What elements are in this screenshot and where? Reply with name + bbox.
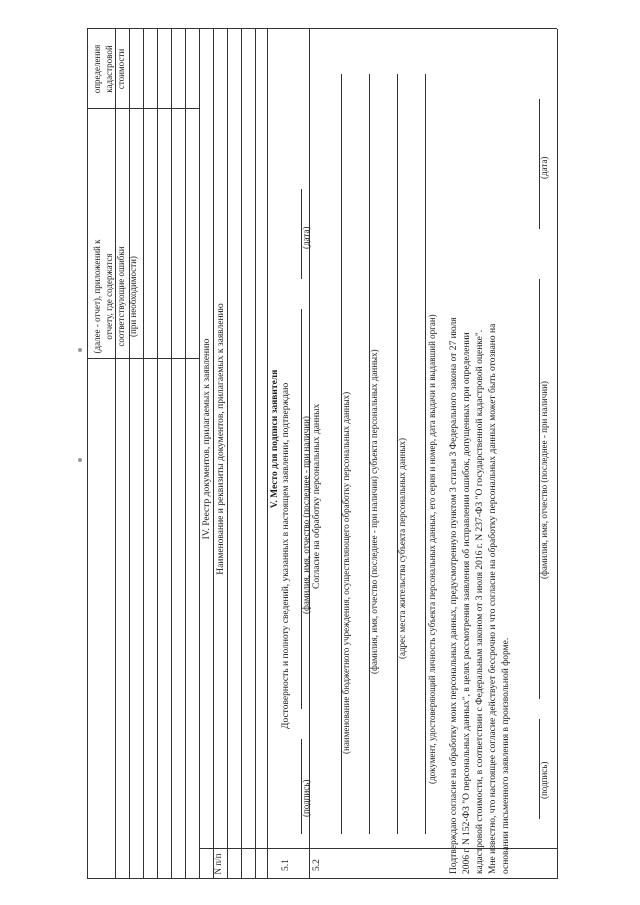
- document-line: [425, 74, 426, 834]
- table-border: [143, 29, 144, 879]
- table-border: [241, 29, 242, 879]
- caption-name: (фамилия, имя, отчество (последнее - при наличии): [539, 381, 549, 579]
- section-v-title: V. Место для подписи заявителя: [270, 369, 280, 509]
- rotated-form: [87, 29, 591, 879]
- caption-date: (дата): [301, 226, 311, 249]
- scan-hole: [78, 348, 82, 352]
- caption-institution: (наименование бюджетного учреждения, осуществляющего обработку персональных данных): [341, 391, 351, 754]
- row-num-5-2: 5.2: [312, 859, 322, 871]
- table-border: [87, 358, 199, 359]
- table-border: [115, 29, 116, 879]
- table-border: [199, 29, 200, 879]
- caption-signature: (подпись): [301, 779, 311, 817]
- table-border: [213, 29, 214, 879]
- top-right-cell: определения кадастровой стоимости: [92, 44, 126, 94]
- consent-line: Мне известно, что настоящее согласие действует бессрочно и что согласие на обработку персональных данных может быть отозвано на: [488, 323, 498, 874]
- consent-line: 2006 г. N 152-ФЗ "О персональных данных", в целях рассмотрения заявления об исправлении ошибок, допущенных при определении: [462, 332, 472, 874]
- table-border: [171, 29, 172, 879]
- table-border: [157, 29, 158, 879]
- row-num-5-1: 5.1: [281, 859, 291, 871]
- col-name-header: Наименование и реквизиты документов, прилагаемых к заявлению: [216, 303, 226, 575]
- row-5-2-heading: Согласие на обработку персональных данных: [312, 403, 322, 589]
- caption-subject-name: (фамилия, имя, отчество (последнее - при наличии) субъекта персональных данных): [369, 349, 379, 674]
- col-num-header: N п/п: [213, 853, 223, 875]
- table-border: [267, 29, 268, 879]
- table-border: [87, 28, 557, 29]
- caption-document: (документ, удостоверяющий личность субъекта персональных данных, его серия и номер, дата выдачи и выдавший орган): [427, 314, 437, 784]
- table-border: [185, 29, 186, 879]
- caption-date: (дата): [539, 156, 549, 179]
- table-border: [227, 29, 228, 879]
- table-border: [87, 108, 199, 109]
- table-border: [557, 29, 558, 879]
- row-5-1-text: Достоверность и полноту сведений, указанных в настоящем заявлении, подтверждаю: [281, 382, 291, 729]
- consent-line: кадастровой стоимости, в соответствии с Федеральным законом от 3 июля 2016 г. N 237-ФЗ "О государственной кадастровой оценке".: [475, 329, 485, 874]
- table-border: [87, 878, 557, 879]
- consent-line: основании письменного заявления в произвольной форме.: [501, 637, 511, 874]
- caption-signature: (подпись): [539, 761, 549, 799]
- table-border: [309, 848, 557, 849]
- caption-address: (адрес места жительства субъекта персональных данных): [397, 437, 407, 659]
- caption-name: (фамилия, имя, отчество (последнее - при наличии): [301, 416, 311, 614]
- section-iv-title: IV. Реестр документов, прилагаемых к заявлению: [202, 338, 212, 540]
- table-border: [255, 29, 256, 879]
- consent-line: Подтверждаю согласие на обработку моих персональных данных, предусмотренную пунктом 3 статьи 3 Федерального закона от 27 июля: [449, 317, 459, 874]
- table-border: [87, 29, 88, 879]
- table-border: [129, 29, 130, 879]
- top-left-cell: (далее - отчет), приложений к отчету, где содержатся соответствующие ошибки (при необходимости): [92, 239, 138, 354]
- scan-hole: [78, 458, 82, 462]
